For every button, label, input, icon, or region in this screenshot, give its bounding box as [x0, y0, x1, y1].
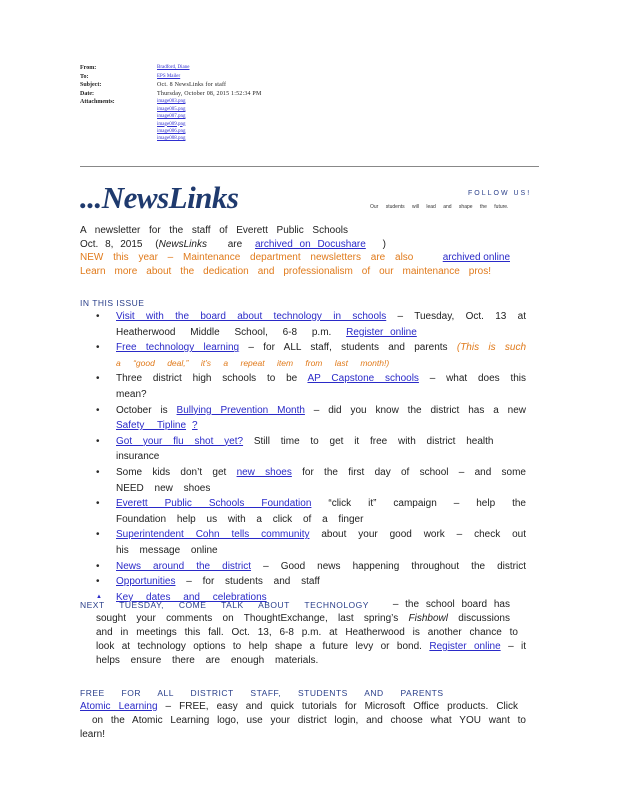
to-row [80, 73, 262, 82]
next-tuesday-text: – it [508, 641, 527, 652]
item-text: – what does this [429, 373, 527, 385]
maintenance-learn-more: Learn more about the dedication and professionalism of our maintenance pros! [80, 265, 491, 277]
free-section-line: on the Atomic Learning logo, use your district login, and choose what YOU want to [92, 715, 526, 726]
next-tuesday-line: helps ensure there are enough materials. [96, 655, 319, 666]
list-item [96, 574, 526, 590]
date-row [80, 90, 262, 99]
item-text: “click it” campaign – help the [328, 498, 526, 510]
free-technology-learning-link[interactable]: Free technology learning [116, 342, 240, 354]
list-item [96, 309, 526, 340]
item-note: a “good deal,” it’s a repeat item from last month!) [116, 357, 390, 368]
register-online-link[interactable]: Register online [429, 641, 501, 652]
next-tuesday-text: – the school board has [392, 599, 510, 610]
opportunities-link[interactable]: Opportunities [116, 576, 176, 588]
attachment-link[interactable]: image005.png [157, 106, 186, 112]
item-text: – Good news happening throughout the district [263, 560, 526, 572]
safety-tipline-link[interactable]: Safety Tipline [116, 420, 187, 432]
fishbowl-word: Fishbowl [408, 613, 448, 624]
attachments-label: Attachments: [80, 99, 115, 106]
next-tuesday-heading: NEXT TUESDAY, COME TALK ABOUT TECHNOLOGY [80, 600, 369, 610]
free-section-line: learn! [80, 729, 106, 740]
issue-list [96, 309, 526, 605]
intro-line: A newsletter for the staff of Everett Public Schools [80, 225, 348, 236]
newsletter-logo: ...NewsLinks [80, 180, 239, 215]
header-divider [80, 166, 539, 167]
subject-label: Subject: [80, 82, 102, 89]
new-shoes-link[interactable]: new shoes [236, 466, 292, 478]
item-text: for the first day of school – and some [302, 466, 526, 478]
next-tuesday-line [80, 612, 510, 626]
board-technology-link[interactable]: Visit with the board about technology in schools [116, 311, 387, 322]
subject-row [80, 81, 262, 90]
attachment-link[interactable]: image007.png [157, 114, 186, 120]
item-text: his message online [116, 544, 218, 556]
maintenance-note-text: NEW this year – Maintenance department newsletters are also [80, 252, 414, 263]
newslinks-word: NewsLinks [158, 238, 207, 250]
attachment-link[interactable]: image008.png [157, 136, 186, 142]
ap-capstone-link[interactable]: AP Capstone schools [307, 373, 419, 385]
item-note: (This is such [456, 342, 527, 354]
district-news-link[interactable]: News around the district [116, 560, 252, 572]
from-link[interactable]: Bradford, Diane [157, 65, 190, 70]
atomic-learning-link[interactable]: Atomic Learning [80, 701, 158, 712]
attachments-row [80, 98, 262, 142]
item-text: mean? [116, 388, 147, 400]
list-item [96, 403, 526, 434]
paren: ) [382, 238, 386, 250]
list-item [96, 559, 526, 575]
are-word: are [227, 238, 243, 250]
attachment-link[interactable]: image006.png [157, 128, 186, 134]
next-tuesday-text: sought your comments on ThoughtExchange, last spring’s [96, 613, 399, 624]
tagline: Our students will lead and shape the future. [370, 204, 509, 210]
free-section-line [80, 700, 518, 714]
foundation-link[interactable]: Everett Public Schools Foundation [116, 498, 312, 510]
free-section [80, 686, 526, 742]
from-row [80, 64, 262, 73]
intro-date-line [80, 238, 526, 252]
next-tuesday-line: and in meetings this fall. Oct. 13, 6-8 p.m. at Heatherwood is another chance to [96, 627, 518, 638]
superintendent-link[interactable]: Superintendent Cohn tells community [116, 529, 310, 541]
item-text: – did you know the district has a new [313, 404, 526, 416]
date-value: Thursday, October 08, 2015 1:52:34 PM [157, 90, 262, 97]
item-text: Foundation help us with a click of a finger [116, 513, 364, 525]
issue-date: Oct. 8, 2015 [80, 238, 143, 250]
item-text: – Tuesday, Oct. 13 at [397, 311, 526, 322]
next-tuesday-line [80, 598, 510, 612]
maintenance-archive-link[interactable]: archived online [442, 252, 510, 263]
next-tuesday-section [80, 598, 526, 668]
item-text: Three district high schools to be [116, 373, 298, 385]
list-item [96, 434, 526, 465]
item-text: about your good work – check out [321, 529, 527, 541]
list-item [96, 496, 526, 527]
item-text: Heatherwood Middle School, 6-8 p.m. [116, 326, 332, 338]
email-header [80, 64, 262, 143]
flu-shot-link[interactable]: Got your flu shot yet? [116, 435, 244, 447]
follow-us-link[interactable]: FOLLOW US! [468, 190, 532, 197]
list-item [96, 371, 526, 402]
date-label: Date: [80, 90, 94, 97]
in-this-issue-heading: IN THIS ISSUE [80, 298, 145, 308]
list-item [96, 527, 526, 558]
to-link[interactable]: EPS Mailer [157, 73, 181, 79]
key-dates-link[interactable]: Key dates and celebrations [116, 591, 267, 603]
attachments-list [157, 98, 185, 142]
subject-value: Oct. 8 NewsLinks for staff [157, 82, 227, 89]
item-text: – for ALL staff, students and parents [248, 342, 448, 354]
register-online-link[interactable]: Register online [346, 326, 417, 338]
attachment-link[interactable]: image003.png [157, 99, 186, 105]
item-text: – for students and staff [186, 576, 320, 588]
item-text: October is [116, 404, 168, 416]
attachment-link[interactable]: image009.png [157, 121, 186, 127]
next-tuesday-line [80, 640, 526, 654]
item-text: Some kids don’t get [116, 466, 227, 478]
list-item [96, 465, 526, 496]
free-section-text: – FREE, easy and quick tutorials for Microsoft Office products. Click [165, 701, 518, 712]
bullying-prevention-link[interactable]: Bullying Prevention Month [176, 404, 305, 416]
docushare-archive-link[interactable]: archived on Docushare [254, 238, 366, 250]
item-text: Still time to get it free with district health insurance [116, 435, 494, 463]
next-tuesday-text: look at technology options to help shape a future levy or bond. [96, 641, 422, 652]
free-section-heading: FREE FOR ALL DISTRICT STAFF, STUDENTS AND PARENTS [80, 688, 444, 698]
maintenance-note [80, 251, 510, 265]
to-label: To: [80, 73, 89, 80]
item-text: NEED new shoes [116, 482, 211, 494]
from-label: From: [80, 65, 97, 71]
intro-section [80, 224, 526, 278]
next-tuesday-text: discussions [458, 613, 510, 624]
paren: ( [155, 238, 159, 250]
list-item [96, 340, 526, 371]
item-text: ? [192, 420, 198, 432]
